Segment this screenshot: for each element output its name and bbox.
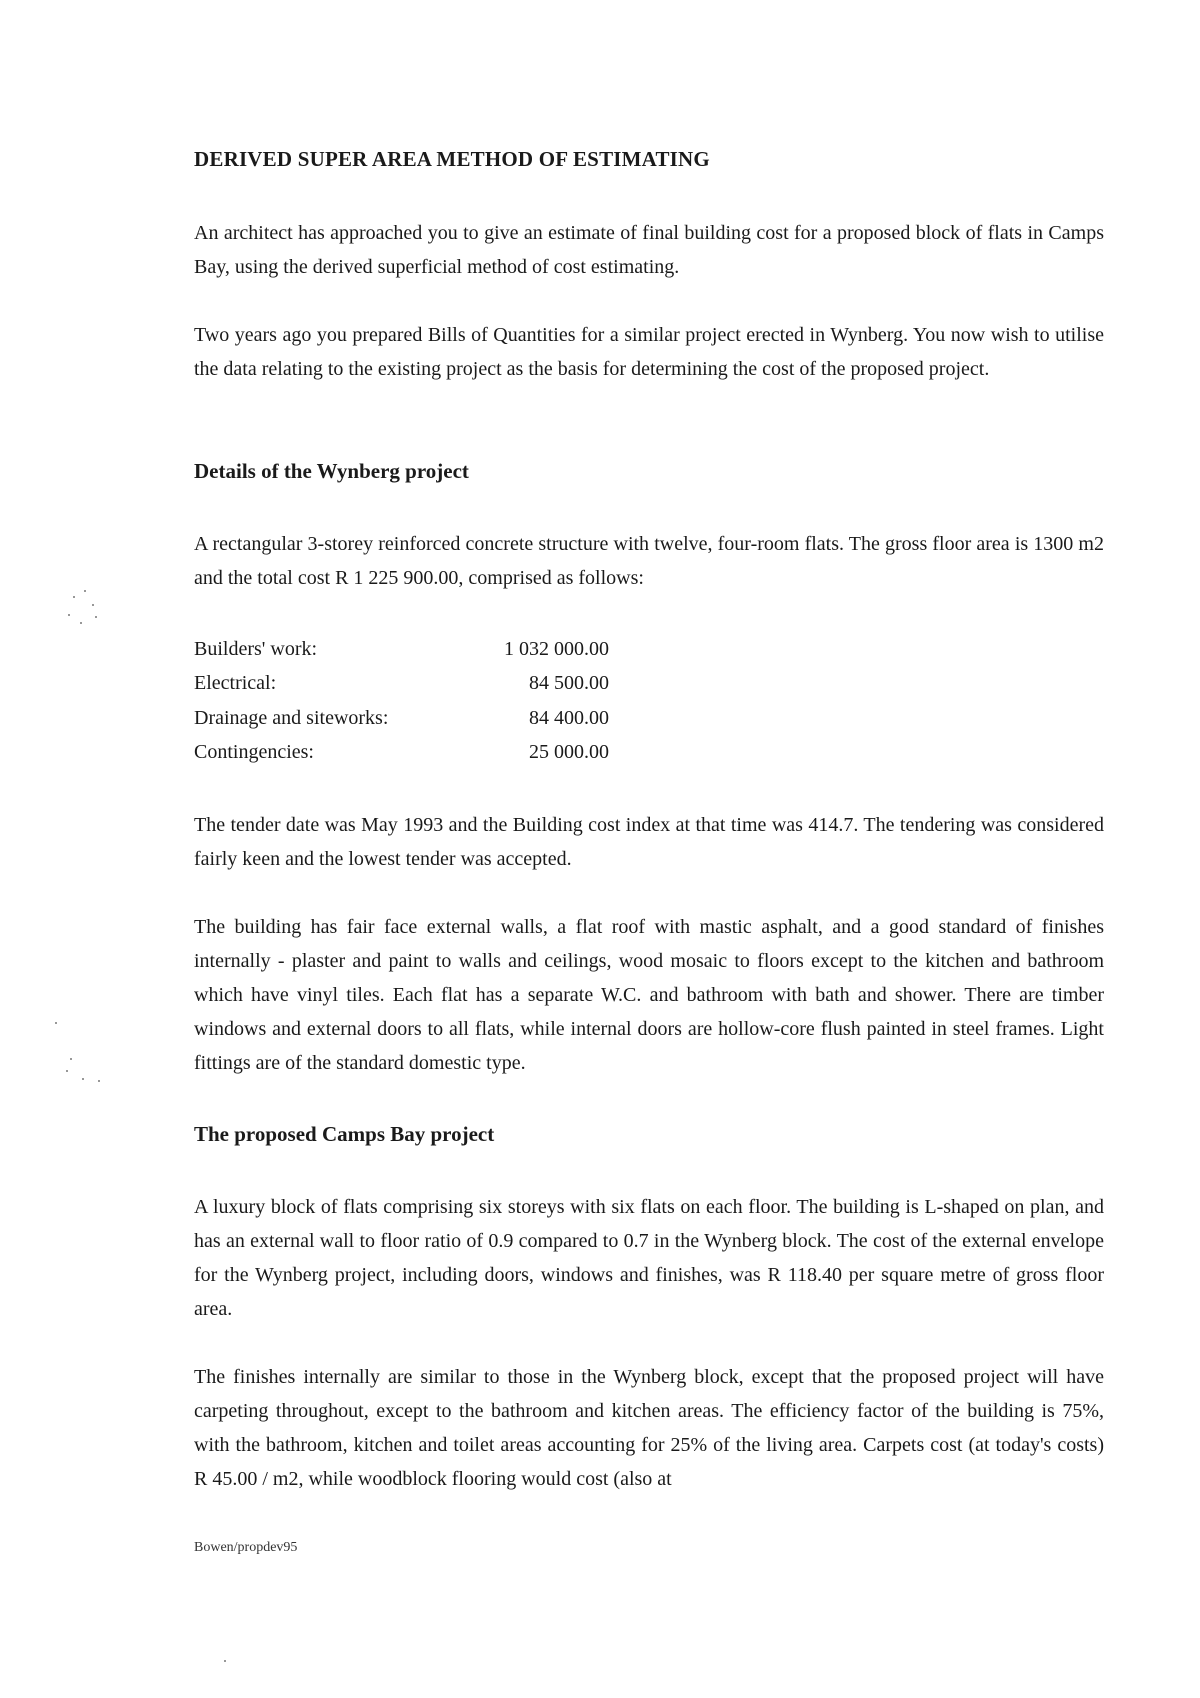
intro-paragraph: An architect has approached you to give an estimate of final building cost for a proposed block of flats in Camps Bay, using the derived superficial method of cost estimating. — [194, 222, 1104, 278]
cost-breakdown-table — [194, 632, 609, 770]
camps-bay-finishes-paragraph: The finishes internally are similar to those in the Wynberg block, except that the proposed project will have carpeting throughout, except to the bathroom and kitchen areas. The efficiency factor of the building is 75%, with the bathroom, kitchen and toilet areas accounting for 25% of the living area. Carpets cost (at today's costs) R 45.00 / m2, while woodblock flooring would cost (also at — [194, 1366, 1104, 1490]
finishes-paragraph: The building has fair face external walls, a flat roof with mastic asphalt, and a good standard of finishes internally - plaster and paint to walls and ceilings, wood mosaic to floors except to the kitchen and bathroom which have vinyl tiles. Each flat has a separate W.C. and bathroom with bath and shower. There are timber windows and external doors to all flats, while internal doors are hollow-core flush painted in steel frames. Light fittings are of the standard domestic type. — [194, 916, 1104, 1074]
scan-speck — [98, 1080, 100, 1082]
scan-speck — [55, 1022, 57, 1024]
cost-amount: 1 032 000.00 — [504, 637, 609, 660]
camps-bay-description: A luxury block of flats comprising six storeys with six flats on each floor. The building is L-shaped on plan, and has an external wall to floor ratio of 0.9 compared to 0.7 in the Wynberg block. The cost of the external envelope for the Wynberg project, including doors, windows and finishes, was R 118.40 per square metre of gross floor area. — [194, 1196, 1104, 1320]
table-row — [194, 632, 609, 667]
cost-label: Drainage and siteworks: — [194, 706, 389, 729]
scan-speck — [224, 1660, 226, 1662]
scan-speck — [80, 622, 82, 624]
camps-bay-heading: The proposed Camps Bay project — [194, 1122, 495, 1146]
scan-speck — [92, 604, 94, 606]
scan-speck — [68, 614, 70, 616]
scan-speck — [82, 1078, 84, 1080]
background-paragraph: Two years ago you prepared Bills of Quantities for a similar project erected in Wynberg. You now wish to utilise the data relating to the existing project as the basis for determining the cost of the proposed project. — [194, 324, 1104, 380]
cost-amount: 84 500.00 — [529, 672, 609, 695]
scan-speck — [95, 616, 97, 618]
scan-speck — [84, 590, 86, 592]
footer-reference: Bowen/propdev95 — [194, 1540, 298, 1555]
wynberg-description: A rectangular 3-storey reinforced concrete structure with twelve, four-room flats. The gross floor area is 1300 m2 and the total cost R 1 225 900.00, comprised as follows: — [194, 533, 1104, 589]
cost-label: Contingencies: — [194, 741, 314, 764]
scan-speck — [70, 1058, 72, 1060]
cost-label: Electrical: — [194, 672, 277, 695]
wynberg-heading: Details of the Wynberg project — [194, 459, 469, 483]
cost-amount: 84 400.00 — [529, 706, 609, 729]
table-row — [194, 667, 609, 702]
page-title: DERIVED SUPER AREA METHOD OF ESTIMATING — [194, 147, 710, 171]
tender-paragraph: The tender date was May 1993 and the Building cost index at that time was 414.7. The tendering was considered fairly keen and the lowest tender was accepted. — [194, 814, 1104, 870]
table-row — [194, 701, 609, 736]
cost-label: Builders' work: — [194, 637, 318, 660]
scan-speck — [73, 596, 75, 598]
scan-speck — [66, 1070, 68, 1072]
cost-amount: 25 000.00 — [529, 741, 609, 764]
table-row — [194, 736, 609, 771]
